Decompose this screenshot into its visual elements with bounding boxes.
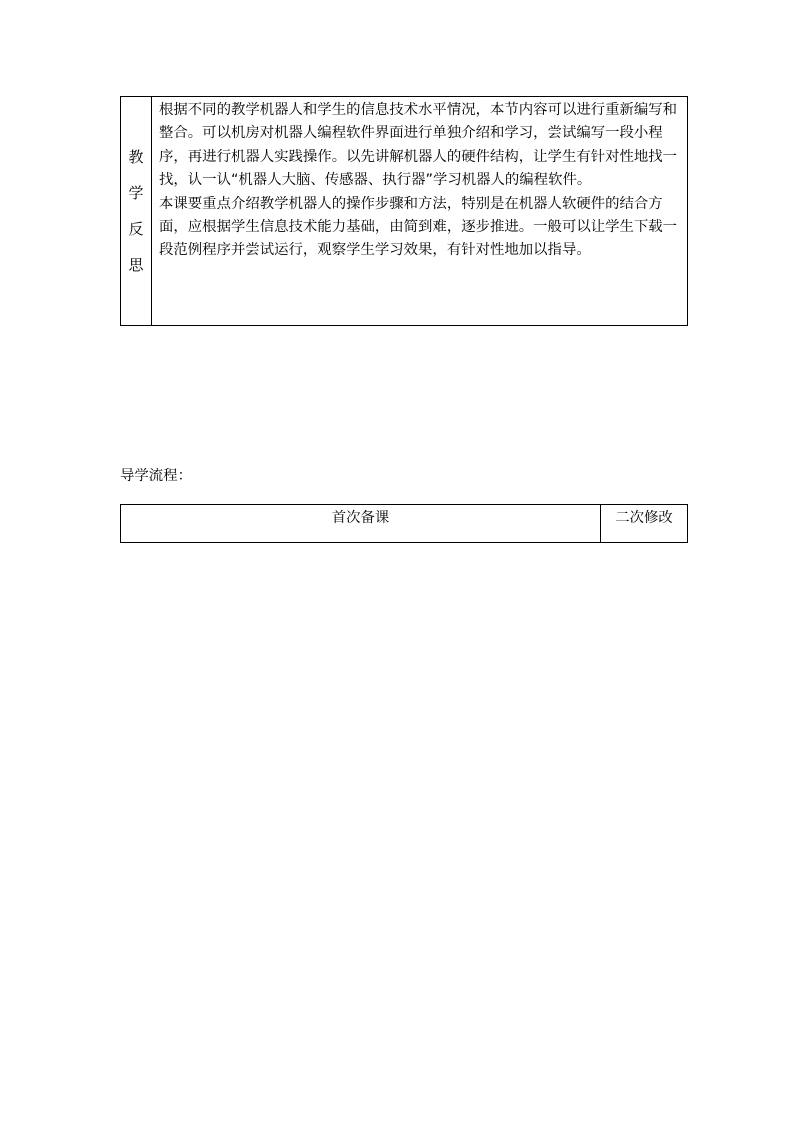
reflection-content-cell bbox=[152, 97, 687, 325]
reflection-paragraph: 本课要重点介绍教学机器人的操作步骤和方法，特别是在机器人软硬件的结合方面，应根据学生信息技术能力基础，由简到难，逐步推进。一般可以让学生下载一段范例程序并尝试运行，观察学生学习效果，有针对性地加以指导。 bbox=[159, 195, 678, 259]
reflection-table bbox=[120, 96, 688, 326]
reflection-label-char: 思 bbox=[128, 256, 144, 274]
reflection-label-char: 反 bbox=[128, 220, 144, 238]
reflection-label-char: 教 bbox=[128, 148, 144, 166]
flow-header-first-prep: 首次备课 bbox=[121, 505, 601, 542]
flow-table bbox=[120, 504, 688, 543]
reflection-label-char: 学 bbox=[128, 184, 144, 202]
reflection-label-cell bbox=[121, 97, 152, 325]
reflection-paragraph: 根据不同的教学机器人和学生的信息技术水平情况，本节内容可以进行重新编写和整合。可以机房对机器人编程软件界面进行单独介绍和学习，尝试编写一段小程序，再进行机器人实践操作。以先讲解机器人的硬件结构，让学生有针对性地找一找，认一认“机器人大脑、传感器、执行器”学习机器人的编程软件。 bbox=[159, 102, 678, 189]
flow-header-second-revision: 二次修改 bbox=[615, 510, 673, 526]
flow-title: 导学流程： bbox=[120, 468, 192, 484]
